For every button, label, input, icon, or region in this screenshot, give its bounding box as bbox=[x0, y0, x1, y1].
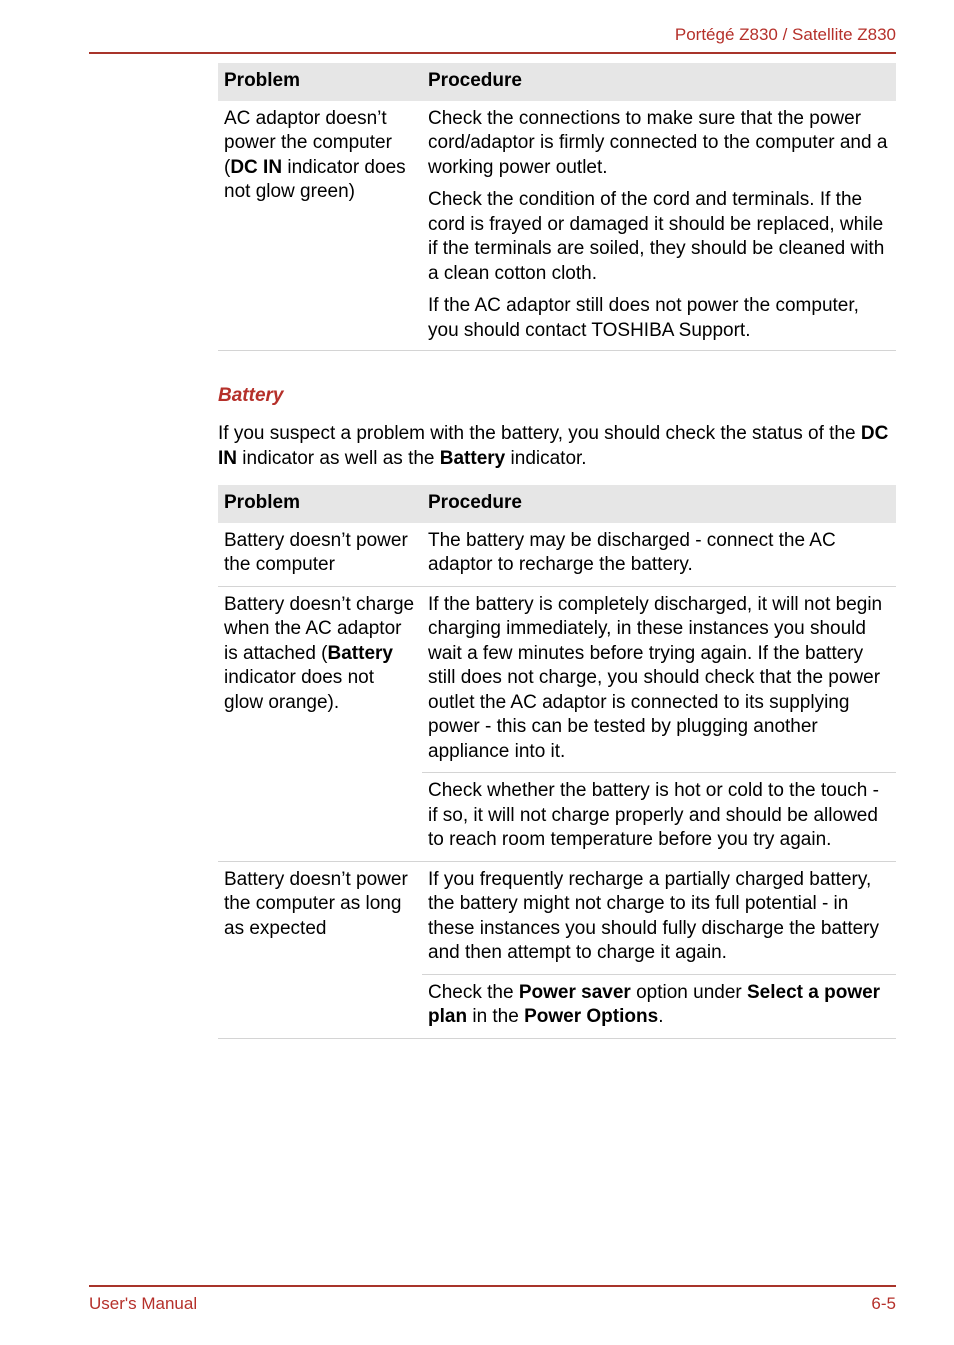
running-header-title: Portégé Z830 / Satellite Z830 bbox=[674, 25, 896, 44]
table-row bbox=[218, 523, 896, 587]
procedure-cell: If the battery is completely discharged, it will not begin charging immediately, in these instances you should wait a few minutes before trying again. If the battery still does not charge, you should check that the power outlet the AC adaptor is connected to its supplying power - this can be tested by plugging another appliance into it. bbox=[422, 586, 896, 773]
problem-text-continued: indicator does not glow green) bbox=[224, 156, 406, 202]
procedure-cell bbox=[422, 101, 896, 351]
ac-adaptor-table-wrapper bbox=[218, 63, 896, 351]
table-row bbox=[218, 586, 896, 773]
problem-bold-text: Battery bbox=[327, 642, 393, 664]
column-header-problem: Problem bbox=[218, 63, 422, 101]
procedure-text: option under bbox=[630, 981, 747, 1003]
column-header-problem: Problem bbox=[218, 485, 422, 523]
procedure-cell bbox=[422, 974, 896, 1038]
procedure-cell: The battery may be discharged - connect the AC adaptor to recharge the battery. bbox=[422, 523, 896, 587]
procedure-cell: Check whether the battery is hot or cold to the touch - if so, it will not charge properly and should be allowed to reach room temperature before you try again. bbox=[422, 773, 896, 862]
page-number: 6-5 bbox=[871, 1294, 896, 1313]
column-header-procedure: Procedure bbox=[422, 485, 896, 523]
procedure-bold-text: Power Options bbox=[524, 1006, 659, 1027]
procedure-bold-text: Select a power plan bbox=[428, 981, 881, 1027]
procedure-cell: If you frequently recharge a partially charged battery, the battery might not charge to its full potential - in these instances you should fully discharge the battery and then attempt to charge it again. bbox=[422, 861, 896, 974]
table-header-row bbox=[218, 485, 896, 523]
problem-cell bbox=[218, 586, 422, 861]
table-header-row bbox=[218, 63, 896, 101]
problem-bold-text: DC IN bbox=[230, 156, 283, 178]
header-rule bbox=[89, 52, 896, 54]
intro-text: If you suspect a problem with the battery, you should check the status of the bbox=[218, 423, 861, 444]
procedure-text: . bbox=[658, 1006, 664, 1027]
problem-text: Battery doesn’t charge when the AC adaptor is attached ( bbox=[224, 593, 415, 664]
problem-cell bbox=[218, 101, 422, 351]
battery-section bbox=[218, 385, 896, 471]
footer-manual-title: User's Manual bbox=[89, 1294, 198, 1313]
section-title: Battery bbox=[218, 385, 284, 406]
problem-cell: Battery doesn’t power the computer as long as expected bbox=[218, 861, 422, 1038]
intro-text: indicator. bbox=[505, 447, 587, 469]
footer-rule bbox=[89, 1285, 896, 1287]
procedure-paragraph: Check the connections to make sure that the power cord/adaptor is firmly connected to the computer and a working power outlet. bbox=[428, 107, 888, 178]
procedure-text: in the bbox=[467, 1006, 525, 1027]
procedure-paragraph: Check the condition of the cord and terminals. If the cord is frayed or damaged it should be replaced, while if the terminals are soiled, they should be cleaned with a clean cotton cloth. bbox=[428, 189, 885, 284]
ac-adaptor-table bbox=[218, 63, 896, 351]
problem-text-continued: indicator does not glow orange). bbox=[224, 667, 374, 713]
problem-cell: Battery doesn’t power the computer bbox=[218, 523, 422, 587]
table-row bbox=[218, 101, 896, 351]
intro-text: indicator as well as the bbox=[237, 447, 440, 469]
battery-table-wrapper bbox=[218, 485, 896, 1039]
problem-text: AC adaptor doesn’t power the computer ( bbox=[224, 107, 392, 178]
intro-bold-text: DC IN bbox=[218, 423, 889, 469]
section-intro bbox=[218, 422, 896, 471]
procedure-text: Check the bbox=[428, 981, 519, 1003]
procedure-paragraph: If the AC adaptor still does not power the computer, you should contact TOSHIBA Support. bbox=[428, 295, 859, 341]
column-header-procedure: Procedure bbox=[422, 63, 896, 101]
procedure-bold-text: Power saver bbox=[518, 981, 631, 1003]
table-row bbox=[218, 861, 896, 974]
battery-table bbox=[218, 485, 896, 1039]
intro-bold-text: Battery bbox=[439, 447, 506, 469]
